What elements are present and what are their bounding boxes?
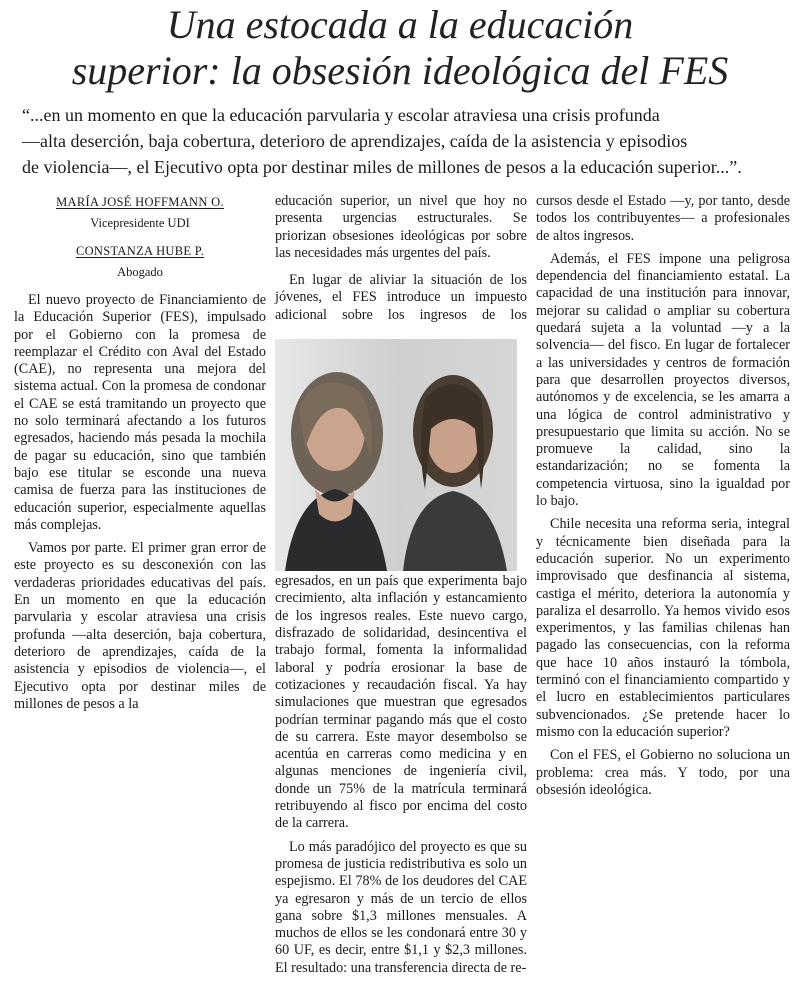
column-3-paragraph-1: cursos desde el Estado —y, por tanto, desde todos los contribuyentes— a profesionales de altos ingresos. <box>536 193 790 244</box>
column-2-paragraph-2: En lugar de aliviar la situación de los jóvenes, el FES introduce un impuesto adicional sobre los ingresos de los egresados, en un país que experimenta bajo crecimiento, alta inflación y estancamiento de los ingresos reales. Este nuevo cargo, disfrazado de solidaridad, desincentiva el trabajo formal, fomenta la informalidad laboral y podría erosionar la base de cotizaciones y recaudación fiscal. Ya hay simulaciones que muestran que egresados podrían terminar pagando más que el costo de su carrera. Este mayor desembolso se acentúa en carreras como medicina y en algunas menciones de ingeniería civil, donde un 75% de la matrícula terminará retribuyendo al fisco por encima del costo de la carrera. <box>275 272 527 832</box>
headline-line-1: Una estocada a la educación <box>166 2 634 47</box>
headline <box>0 2 800 94</box>
author-block-1 <box>14 194 266 231</box>
column-3-paragraph-4: Con el FES, el Gobierno no soluciona un problema: crea más. Y todo, por una obsesión ideológica. <box>536 747 790 798</box>
column-3-paragraph-3: Chile necesita una reforma seria, integral y técnicamente bien diseñada para la educación superior. No un experimento improvisado que desfinancia al sistema, castiga el mérito, deteriora la autonomía y paraliza el desarrollo. Ya hemos vivido esos experimentos, y las familias chilenas han pagado las consecuencias, con la reforma que hace 10 años instauró la tómbola, terminó con el financiamiento compartido y el lucro en establecimientos particulares subvencionados. ¿Se pretende hacer lo mismo con la educación superior? <box>536 516 790 740</box>
authors-photo-image <box>275 339 517 571</box>
column-2 <box>275 193 527 983</box>
headline-line-2: superior: la obsesión ideológica del FES <box>71 48 729 93</box>
pull-quote-line-3: de violencia—, el Ejecutivo opta por destinar miles de millones de pesos a la educación superior...”. <box>22 157 742 177</box>
author-photos <box>275 339 517 571</box>
column-1 <box>14 192 266 719</box>
author-role-1: Vicepresidente UDI <box>90 216 190 230</box>
pull-quote-line-1: “...en un momento en que la educación parvularia y escolar atraviesa una crisis profunda <box>22 105 660 125</box>
column-3 <box>536 193 790 805</box>
column-1-paragraph-1: El nuevo proyecto de Financiamiento de la Educación Superior (FES), impulsado por el Gobierno con la promesa de reemplazar el Crédito con Aval del Estado (CAE), no representa una mejora del sistema actual. Con la promesa de condonar el CAE se está tramitando un proyecto que no solo terminará afectando a los futuros egresados, haciendo más pesada la mochila de pagar su educación, sino que también bajo ese titular se esconde una nueva camisa de fuerza para las instituciones de educación superior, especialmente aquellas más complejas. <box>14 292 266 533</box>
pull-quote <box>22 102 792 180</box>
author-name-1: MARÍA JOSÉ HOFFMANN O. <box>56 195 224 209</box>
column-3-paragraph-2: Además, el FES impone una peligrosa dependencia del financiamiento estatal. La capacidad de una institución para innovar, mejorar su calidad o ampliar su cobertura quedará sujeta a la voluntad —y a la solvencia— del fisco. En lugar de fortalecer a las universidades y centros de formación para que desarrollen proyectos diversos, autónomos y de excelencia, se les amarra a una lógica de control administrativo y presupuestario que limita su acción. No se promueve la calidad, sino la estandarización; no se fomenta la competencia virtuosa, sino la igualdad por lo bajo. <box>536 250 790 510</box>
column-2-paragraph-3: Lo más paradójico del proyecto es que su promesa de justicia redistributiva es solo un espejismo. El 78% de los deudores del CAE ya egresaron y más de un tercio de ellos gana sobre $1,3 millones mensuales. A muchos de ellos se les condonará entre 30 y 60 UF, es decir, entre $1,1 y $2,3 millones. El resultado: una transferencia directa de re- <box>275 838 527 976</box>
column-2-paragraph-1: educación superior, un nivel que hoy no presenta urgencias estructurales. Se priorizan obsesiones ideológicas por sobre las necesidades más urgentes del país. <box>275 193 527 261</box>
pull-quote-line-2: —alta deserción, baja cobertura, deterioro de aprendizajes, caída de la asistencia y episodios <box>22 131 688 151</box>
column-1-paragraph-2: Vamos por parte. El primer gran error de este proyecto es su desconexión con las verdaderas prioridades educativas del país. En un momento en que la educación parvularia y escolar atraviesa una crisis profunda —alta deserción, baja cobertura, deterioro de aprendizajes, caída de la asistencia y episodios de violencia—, el Ejecutivo opta por destinar miles de millones de pesos a la <box>14 540 266 712</box>
author-name-2: CONSTANZA HUBE P. <box>75 244 205 258</box>
author-role-2: Abogado <box>117 265 163 279</box>
author-block-2 <box>14 243 266 280</box>
